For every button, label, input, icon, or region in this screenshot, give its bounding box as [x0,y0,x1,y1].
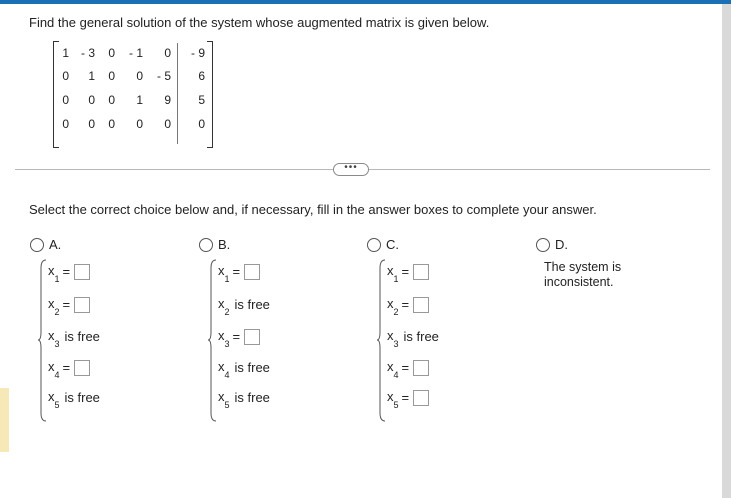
choice-c-row-x2 [387,296,429,317]
choice-b-row-x4 [218,359,270,380]
matrix-cell: 9 [164,93,171,107]
variable-label [218,389,230,410]
matrix-cell: 0 [108,46,115,60]
matrix-cell: 1 [88,69,95,83]
equals-sign: = [62,264,71,280]
choice-c-row-x3 [387,328,439,349]
choice-b-system [208,258,308,423]
variable-name: x [387,296,394,311]
variable-subscript: 1 [393,273,399,284]
variable-subscript: 2 [224,306,230,317]
variable-name: x [218,263,225,278]
matrix-cell: 0 [198,117,205,131]
matrix-cell: - 9 [190,46,205,60]
variable-name: x [218,296,225,311]
left-brace-icon [208,258,218,423]
variable-label [387,296,399,317]
variable-label [48,328,60,349]
variable-label [387,389,399,410]
matrix-cell: 1 [136,93,143,107]
variable-label [48,296,60,317]
variable-subscript: 1 [54,273,60,284]
variable-subscript: 3 [393,338,399,349]
variable-subscript: 4 [393,369,399,380]
choice-b-radio[interactable] [199,238,213,252]
matrix-cell: - 5 [156,69,171,83]
matrix-cell: 0 [62,93,69,107]
free-variable-text: is free [403,329,439,345]
variable-name: x [48,263,55,278]
augment-divider [177,43,178,144]
equals-sign: = [401,390,410,406]
variable-subscript: 2 [54,306,60,317]
free-variable-text: is free [234,360,270,376]
choice-a-row-x2 [48,296,90,317]
choice-a-row-x4 [48,359,90,380]
choice-b-row-x2 [218,296,270,317]
variable-name: x [48,296,55,311]
choice-a-system [38,258,138,423]
equals-sign: = [401,297,410,313]
variable-subscript: 1 [224,273,230,284]
variable-name: x [48,328,55,343]
expand-more-button[interactable]: ••• [333,163,369,176]
equals-sign: = [232,329,241,345]
matrix-cell: 5 [198,93,205,107]
augmented-matrix [53,41,213,146]
matrix-cell: 0 [108,93,115,107]
answer-input-box[interactable] [413,297,429,313]
matrix-right-bracket [207,41,213,148]
matrix-cell: 0 [108,69,115,83]
top-accent-bar [0,0,731,4]
variable-name: x [218,359,225,374]
matrix-cell: 6 [198,69,205,83]
matrix-cell: - 3 [80,46,95,60]
choice-d-label: D. [555,237,568,252]
choice-c-system [377,258,477,423]
scrollbar[interactable] [722,4,731,498]
side-marker [0,388,9,452]
choice-c-row-x1 [387,263,429,284]
variable-label [218,328,230,349]
choice-a-radio[interactable] [30,238,44,252]
variable-label [387,359,399,380]
matrix-cell: 0 [88,93,95,107]
equals-sign: = [62,360,71,376]
matrix-cell: 1 [62,46,69,60]
choice-c-row-x5 [387,389,429,410]
variable-subscript: 5 [393,399,399,410]
variable-subscript: 3 [54,338,60,349]
answer-input-box[interactable] [413,264,429,280]
variable-subscript: 5 [224,399,230,410]
free-variable-text: is free [234,390,270,406]
variable-subscript: 3 [224,338,230,349]
matrix-cell: 0 [136,69,143,83]
choice-b-row-x1 [218,263,260,284]
matrix-cell: 0 [136,117,143,131]
variable-name: x [48,359,55,374]
choice-d-text-line1: The system is [544,260,622,274]
matrix-cell: 0 [108,117,115,131]
variable-subscript: 2 [393,306,399,317]
free-variable-text: is free [64,329,100,345]
answer-input-box[interactable] [413,360,429,376]
variable-subscript: 5 [54,399,60,410]
matrix-cell: - 1 [128,46,143,60]
answer-input-box[interactable] [74,264,90,280]
answer-input-box[interactable] [244,264,260,280]
variable-label [387,263,399,284]
question-text: Find the general solution of the system whose augmented matrix is given below. [29,15,490,30]
choice-b-row-x5 [218,389,270,410]
choice-d-text-line2: inconsistent. [544,275,614,289]
equals-sign: = [62,297,71,313]
matrix-cell: 0 [164,46,171,60]
choice-d-text [544,260,621,290]
variable-subscript: 4 [224,369,230,380]
matrix-cell: 0 [88,117,95,131]
variable-name: x [218,328,225,343]
answer-input-box[interactable] [74,297,90,313]
variable-name: x [387,263,394,278]
instruction-text: Select the correct choice below and, if necessary, fill in the answer boxes to complete your answer. [29,202,597,217]
left-brace-icon [377,258,387,423]
variable-label [48,389,60,410]
variable-name: x [387,359,394,374]
choice-c-label: C. [386,237,399,252]
variable-name: x [387,389,394,404]
choice-a-row-x5 [48,389,100,410]
free-variable-text: is free [234,297,270,313]
equals-sign: = [232,264,241,280]
variable-label [218,296,230,317]
choice-b-label: B. [218,237,231,252]
matrix-cell: 0 [164,117,171,131]
variable-name: x [48,389,55,404]
equals-sign: = [401,264,410,280]
choice-a-row-x1 [48,263,90,284]
answer-input-box[interactable] [413,390,429,406]
equals-sign: = [401,360,410,376]
variable-label [48,359,60,380]
variable-label [218,359,230,380]
choice-c-row-x4 [387,359,429,380]
variable-subscript: 4 [54,369,60,380]
left-brace-icon [38,258,48,423]
choice-d-radio[interactable] [536,238,550,252]
free-variable-text: is free [64,390,100,406]
matrix-cell: 0 [62,69,69,83]
answer-input-box[interactable] [74,360,90,376]
variable-label [48,263,60,284]
choice-a-row-x3 [48,328,100,349]
variable-label [218,263,230,284]
choice-c-radio[interactable] [367,238,381,252]
choice-a-label: A. [49,237,62,252]
variable-name: x [218,389,225,404]
variable-name: x [387,328,394,343]
answer-input-box[interactable] [244,329,260,345]
variable-label [387,328,399,349]
choice-b-row-x3 [218,328,260,349]
matrix-cell: 0 [62,117,69,131]
